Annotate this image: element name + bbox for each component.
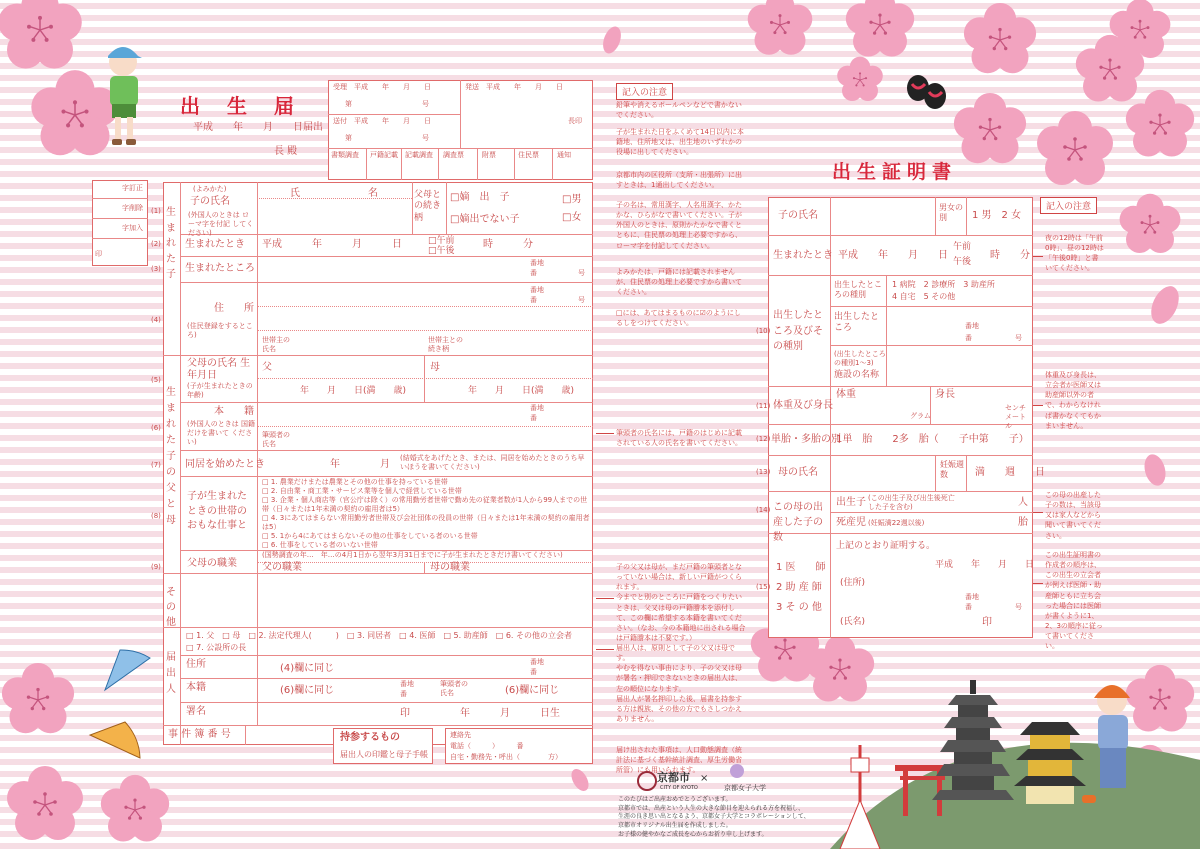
flower-icon bbox=[1120, 194, 1181, 253]
office-cell: 通知 bbox=[557, 151, 571, 159]
flower-icon bbox=[954, 93, 1026, 163]
surname-label: 氏 bbox=[290, 188, 300, 199]
banchi-label: 番地 bbox=[530, 404, 544, 412]
banchi-label: 番地 bbox=[400, 680, 414, 688]
flower-icon bbox=[101, 775, 169, 842]
child-name-input[interactable] bbox=[258, 212, 408, 230]
collab-times: × bbox=[700, 773, 709, 784]
ban-label: 番 bbox=[530, 269, 537, 277]
go-label: 号 bbox=[1015, 603, 1022, 611]
cert-place-kind-options-1[interactable]: 1 病院 2 診療所 3 助産所 bbox=[892, 280, 995, 289]
row-number: (2) bbox=[151, 240, 161, 248]
work-option-3[interactable]: □ 3. 企業・個人商店等（官公庁は除く）の常用勤労者世帯で勤め先の従業者数が1人から99人までの世帯（日々または1年未満の契約の雇用者は5） bbox=[262, 496, 588, 513]
note-paragraph: この出生証明書の作成者の順序は、この出生の立会者が例えば医師・助産師ともに立ち会った場合には医師が書くように1、2、3の順序に従って書いてください。 bbox=[1045, 551, 1103, 651]
form-title: 出 生 届 bbox=[180, 94, 304, 118]
cert-gram-unit: グラム bbox=[910, 412, 931, 420]
ban-label: 番 bbox=[400, 690, 407, 698]
flower-icon bbox=[964, 3, 1036, 73]
work-option-4[interactable]: □ 4. 3にあてはまらない常用勤労者世帯及び会社団体の役員の世帯（日々または1年未満の契約の雇用者は5） bbox=[262, 514, 590, 531]
address-label: 住 所 bbox=[214, 303, 254, 314]
note-paragraph: 子の名は、常用漢字、人名用漢字、かたかな、ひらがなで書いてください。子が外国人のときは、原則かたかなで書くとともに、住民票の処理上必要ですから、ローマ字を付記してください。 bbox=[616, 201, 742, 250]
cert-gestation-label: 妊娠週数 bbox=[940, 460, 964, 479]
mother-birthdate-input[interactable]: 年 月 日(満 歳) bbox=[468, 386, 575, 396]
note-paragraph: 届け出された事項は、人口動態調査（統計法に基づく基幹統計調査、厚生労働省所管）にも用いられます。 bbox=[616, 746, 742, 775]
row-number: (6) bbox=[151, 424, 161, 432]
arrow-icon bbox=[1033, 405, 1043, 406]
notes-title: 記入の注意 bbox=[616, 83, 673, 100]
banchi-label: 番地 bbox=[965, 322, 979, 330]
household-work-label: 子が生まれたときの世帯のおもな仕事と bbox=[187, 491, 247, 531]
householder-relation-label: 世帯主との続き柄 bbox=[428, 336, 463, 353]
cert-weight-label: 体重 bbox=[836, 389, 856, 400]
parent-job-label: 父母の職業 bbox=[187, 558, 237, 569]
ban-label: 番 bbox=[965, 603, 972, 611]
child-name-note: (外国人のときは ローマ字を付記 してください) bbox=[188, 211, 254, 237]
yomikata-label: (よみかた) bbox=[193, 185, 227, 193]
cert-place-kind-options-2[interactable]: 4 自宅 5 その他 bbox=[892, 292, 956, 301]
birth-place-input[interactable] bbox=[260, 264, 520, 278]
submission-date: 平成 年 月 日届出 bbox=[193, 122, 323, 133]
banchi-label: 番地 bbox=[530, 259, 544, 267]
other-input[interactable] bbox=[260, 578, 590, 624]
birth-date-input[interactable]: 平成 年 月 日 bbox=[262, 239, 402, 250]
cert-child-count-label: この母の出産した子の数 bbox=[773, 502, 823, 543]
certificate-title: 出生証明書 bbox=[832, 161, 958, 183]
cert-pm[interactable]: 午後 bbox=[953, 257, 972, 267]
cert-place-group-label: 出生したところ及びその種別 bbox=[773, 310, 823, 352]
ban-label: 番 bbox=[530, 296, 537, 304]
note-paragraph: 子が生まれた日をふくめて14日以内に本籍地、住所地又は、出生地のいずれかの役場に出してください。 bbox=[616, 128, 744, 157]
banchi-label: 番地 bbox=[530, 286, 544, 294]
cert-address-label: (住所) bbox=[840, 578, 866, 588]
note-paragraph: 京都市内の区役所（支所・出張所）に出すときは、1通出してください。 bbox=[616, 171, 742, 190]
cert-place-label: 出生したところ bbox=[834, 312, 880, 333]
legitimate-checkbox[interactable]: □嫡 出 子 bbox=[450, 192, 510, 203]
father-label: 父 bbox=[262, 362, 272, 373]
bring-title: 持参するもの bbox=[340, 732, 400, 743]
flower-icon bbox=[31, 70, 118, 155]
case-number-label: 事 件 簿 番 号 bbox=[168, 729, 231, 740]
group-label-parents: 生まれた子の父と母 bbox=[166, 387, 176, 526]
cert-birth-date-input[interactable]: 平成 年 月 日 bbox=[838, 250, 948, 261]
cert-hour-input[interactable]: 時 分 bbox=[990, 250, 1030, 261]
row-number: (14) bbox=[756, 506, 771, 514]
female-checkbox[interactable]: □女 bbox=[562, 212, 582, 223]
mayor-seal: 長印 bbox=[568, 117, 582, 125]
cohabit-label: 同居を始めたとき bbox=[185, 459, 265, 470]
reporter-sign-date[interactable]: 印 年 月 日生 bbox=[400, 708, 560, 719]
flower-icon bbox=[1037, 111, 1113, 185]
ban-label: 番 bbox=[965, 334, 972, 342]
reporter-address-same[interactable]: (4)欄に同じ bbox=[280, 663, 335, 674]
birth-place-label: 生まれたところ bbox=[185, 263, 255, 274]
certifier-other[interactable]: 3 そ の 他 bbox=[776, 602, 822, 613]
office-cell: 住民票 bbox=[518, 151, 539, 159]
given-name-label: 名 bbox=[368, 188, 378, 199]
reporter-sign-label: 署名 bbox=[186, 706, 206, 717]
footer-message: このたびはご出産おめでとうございます。 京都市では、出産という人生の大きな節目を迎えられる方を祝福し、 生涯の良き思い出となるよう、京都女子大学とコラボレーションして、 京都市オリジナル出生届を作成しました。 お子様の健やかなご成長を心からお祈り申し上げます。 bbox=[618, 796, 810, 838]
pm-checkbox[interactable]: □午後 bbox=[428, 246, 455, 256]
cert-multiple-input[interactable]: 1単 胎 2多 胎（ 子中第 子） bbox=[836, 434, 1029, 445]
banchi-label: 番地 bbox=[530, 658, 544, 666]
cert-person-unit: 人 bbox=[1018, 497, 1028, 508]
flower-icon bbox=[7, 766, 83, 840]
cert-sex-input[interactable]: 1 男 2 女 bbox=[972, 210, 1022, 221]
row-number: (9) bbox=[151, 563, 161, 571]
arrow-icon bbox=[596, 598, 614, 599]
boy-illustration-icon bbox=[108, 47, 142, 145]
group-label-reporter: 届出人 bbox=[166, 652, 176, 695]
cert-seal: 印 bbox=[982, 617, 992, 628]
sent-date: 発送 平成 年 月 日 bbox=[465, 83, 563, 91]
folding-fan-icon bbox=[105, 650, 150, 690]
male-checkbox[interactable]: □男 bbox=[562, 194, 582, 205]
forward-number: 第 号 bbox=[345, 134, 429, 142]
row-number: (5) bbox=[151, 376, 161, 384]
row-number: (11) bbox=[756, 402, 771, 410]
note-paragraph: 届出人は、原則として子の父又は母です。 やむを得ない事由により、子の父又は母が署名・押印できないときの届出人は、左の順位になります。 届出人が署名押印した後、届書を持参する方は親族、その他の方でもさしつかえありません。 bbox=[616, 644, 742, 723]
contact-title: 連絡先 bbox=[450, 731, 471, 739]
flower-icon bbox=[837, 57, 883, 101]
cert-child-name-label: 子の氏名 bbox=[778, 210, 818, 221]
received-date: 受理 平成 年 月 日 bbox=[333, 83, 431, 91]
cert-mother-name-input[interactable] bbox=[838, 467, 930, 481]
go-label: 号 bbox=[1015, 334, 1022, 342]
birth-hour-input[interactable]: 時 分 bbox=[483, 239, 533, 250]
cert-name-label: (氏名) bbox=[840, 617, 866, 627]
office-cell: 調査票 bbox=[443, 151, 464, 159]
mother-label: 母 bbox=[430, 362, 440, 373]
reporter-hittosha-label: 筆頭者の氏名 bbox=[440, 680, 468, 697]
geta-sandals-icon bbox=[907, 75, 946, 109]
note-paragraph: よみかたは、戸籍には記載されませんが、住民票の処理上必要ですから書いてください。 bbox=[616, 268, 742, 297]
office-cell: 書類調査 bbox=[331, 151, 359, 159]
stamp-cell: 字削除 bbox=[122, 204, 143, 212]
row-number: (1) bbox=[151, 207, 161, 215]
go-label: 号 bbox=[578, 269, 585, 277]
cohabit-date-input[interactable]: 年 月 bbox=[330, 459, 390, 470]
honseki-note: (外国人のときは 国籍だけを書いて ください) bbox=[187, 420, 255, 446]
office-cell: 記載調査 bbox=[405, 151, 433, 159]
contact-phone-input[interactable]: 電話（ ） 番 bbox=[450, 742, 524, 750]
group-label-other: その他 bbox=[166, 587, 176, 628]
cert-facility-label: 施設の名称 bbox=[834, 370, 880, 380]
university-emblem-icon bbox=[730, 764, 744, 778]
flower-icon bbox=[748, 0, 813, 55]
certifier-doctor[interactable]: 1 医 師 bbox=[776, 562, 826, 573]
cohabit-note: (結婚式をあげたとき、または、同居を始めたときのうち早いほうを書いてください) bbox=[400, 454, 585, 471]
flower-icon bbox=[1126, 90, 1194, 157]
cert-am[interactable]: 午前 bbox=[953, 242, 972, 252]
flower-icon bbox=[0, 0, 82, 69]
hittosha-label: 筆頭者の氏名 bbox=[262, 431, 290, 448]
honseki-label: 本 籍 bbox=[214, 406, 254, 417]
addressee: 長 殿 bbox=[274, 146, 298, 157]
illegitimate-checkbox[interactable]: □嫡出でない子 bbox=[450, 214, 520, 225]
kyoto-city-sub: CITY OF KYOTO bbox=[660, 785, 698, 791]
reporter-honseki-label: 本籍 bbox=[186, 682, 206, 693]
census-note: (国勢調査の年… 年…の4月1日から翌年3月31日までに子が生まれたときだけ書いてください) bbox=[262, 551, 563, 559]
row-number: (4) bbox=[151, 316, 161, 324]
work-option-6[interactable]: □ 6. 仕事をしている者のいない世帯 bbox=[262, 541, 378, 549]
address-note: (住民登録をするところ) bbox=[187, 322, 253, 339]
cert-facility-note: (出生したところの種別1〜3) bbox=[834, 350, 886, 367]
reporter-address-label: 住所 bbox=[186, 659, 206, 670]
cert-sex-label: 男女の別 bbox=[939, 203, 963, 222]
folding-fan-icon bbox=[90, 722, 140, 758]
note-paragraph: □には、あてはまるものに☑のようにしるしをつけてください。 bbox=[616, 309, 741, 328]
contact-kind[interactable]: 自宅・勤務先・呼出（ 方） bbox=[450, 753, 562, 761]
note-paragraph: この母の出産した子の数は、当該母又は家人などから聞いて書いてください。 bbox=[1045, 491, 1101, 540]
reporter-options[interactable]: □ 1. 父 □ 母 □ 2. 法定代理人( ) □ 3. 同居者 □ 4. 医師 □ 5. 助産師 □ 6. その他の立会者 bbox=[186, 631, 573, 640]
row-number: (12) bbox=[756, 435, 771, 443]
note-paragraph: 筆頭者の氏名には、戸籍のはじめに記載されている人の氏名を書いてください。 bbox=[616, 429, 742, 448]
cert-place-kind-label: 出生したところの種別 bbox=[834, 280, 882, 299]
banchi-label: 番地 bbox=[965, 593, 979, 601]
stamp-cell: 字加入 bbox=[122, 224, 143, 232]
cert-child-name-input[interactable] bbox=[838, 210, 930, 224]
cert-mother-name-label: 母の氏名 bbox=[778, 467, 818, 478]
row-number: (7) bbox=[151, 461, 161, 469]
work-option-5[interactable]: □ 5. 1から4にあてはまらないその他の仕事をしている者のいる世帯 bbox=[262, 532, 478, 540]
cert-born-alive-label: 出生子 bbox=[836, 497, 866, 508]
cert-weight-group-label: 体重及び身長 bbox=[773, 400, 833, 411]
parents-age-note: (子が生まれたときの年齢) bbox=[187, 382, 253, 399]
ban-label: 番 bbox=[530, 414, 537, 422]
stamp-cell: 印 bbox=[95, 250, 102, 258]
certifier-midwife[interactable]: 2 助 産 師 bbox=[776, 582, 822, 593]
note-paragraph: 体重及び身長は、立会者が医師又は助産師以外の者で、わからなければ書かなくてもかまいません。 bbox=[1045, 371, 1101, 430]
note-paragraph: 鉛筆や消えるボールペンなどで書かないでください。 bbox=[616, 101, 742, 120]
cert-cm-unit: センチメートル bbox=[1005, 404, 1026, 430]
arrow-icon bbox=[1033, 583, 1043, 584]
reporter-options-2[interactable]: □ 7. 公設所の長 bbox=[186, 643, 247, 652]
go-label: 号 bbox=[578, 296, 585, 304]
reporter-hittosha-same[interactable]: (6)欄に同じ bbox=[505, 685, 560, 696]
parents-name-label: 父母の氏名 生年月日 bbox=[187, 358, 251, 381]
kyoto-tower-icon bbox=[840, 745, 880, 849]
child-name-label: 子の氏名 bbox=[190, 196, 230, 207]
arrow-icon bbox=[596, 649, 614, 650]
birth-time-label: 生まれたとき bbox=[185, 239, 245, 250]
cert-tai-unit: 胎 bbox=[1018, 517, 1028, 528]
relation-label: 父母との続き柄 bbox=[414, 190, 442, 223]
right-notes-title: 記入の注意 bbox=[1040, 197, 1097, 214]
work-option-1[interactable]: □ 1. 農業だけまたは農業とその他の仕事を持っている世帯 bbox=[262, 478, 448, 486]
flower-icon bbox=[846, 0, 914, 56]
cert-date-input[interactable]: 平成 年 月 日 bbox=[935, 560, 1035, 570]
reporter-honseki-same[interactable]: (6)欄に同じ bbox=[280, 685, 335, 696]
arrow-icon bbox=[596, 433, 614, 434]
cert-statement: 上記のとおり証明する。 bbox=[836, 541, 936, 551]
address-input[interactable] bbox=[260, 290, 520, 304]
group-label-child: 生まれた子 bbox=[166, 207, 176, 280]
cert-gestation-input[interactable]: 満 週 日 bbox=[975, 467, 1045, 478]
kyoto-city-logo: 京都市 bbox=[657, 771, 690, 784]
arrow-icon bbox=[1033, 512, 1043, 513]
row-number: (15) bbox=[756, 583, 771, 591]
cert-stillbirth-note: (妊娠満22週以後) bbox=[868, 519, 925, 527]
bring-items: 届出人の印鑑と母子手帳 bbox=[340, 750, 428, 759]
mother-job-input[interactable]: 母の職業 bbox=[430, 562, 470, 573]
cert-multiple-label: 単胎・多胎の別 bbox=[771, 434, 841, 445]
forward-date: 送付 平成 年 月 日 bbox=[333, 117, 431, 125]
arrow-icon bbox=[1033, 256, 1043, 257]
cert-stillbirth-label: 死産児 bbox=[836, 517, 866, 528]
note-paragraph: 子の父又は母が、まだ戸籍の筆頭者となっていない場合は、新しい戸籍がつくられます。 今までと別のところに戸籍をつくりたいときは、父又は母の戸籍謄本を添付して、この欄に希望する本籍を書いてください。（なお、今の本籍地に出される場合は戸籍謄本は不要です。） bbox=[616, 563, 746, 642]
row-number: (8) bbox=[151, 512, 161, 520]
flower-icon bbox=[2, 663, 74, 733]
university-logo: 京都女子大学 bbox=[724, 784, 766, 792]
work-option-2[interactable]: □ 2. 自由業・商工業・サービス業等を個人で経営している世帯 bbox=[262, 487, 462, 495]
father-birthdate-input[interactable]: 年 月 日(満 歳) bbox=[300, 386, 407, 396]
stamp-cell: 字訂正 bbox=[122, 184, 143, 192]
office-cell: 附票 bbox=[482, 151, 496, 159]
householder-name-label: 世帯主の氏名 bbox=[262, 336, 290, 353]
row-number: (10) bbox=[756, 327, 771, 335]
am-checkbox[interactable]: □午前 bbox=[428, 236, 455, 246]
note-paragraph: 夜の12時は「午前0時」、昼の12時は「午後0時」と書いてください。 bbox=[1045, 234, 1104, 273]
hill-icon bbox=[830, 743, 1200, 849]
ban-label: 番 bbox=[530, 668, 537, 676]
cert-born-alive-note: (この出生子及び出生後死亡した子を含む) bbox=[868, 494, 955, 511]
father-job-input[interactable]: 父の職業 bbox=[262, 562, 302, 573]
cert-height-label: 身長 bbox=[935, 389, 955, 400]
row-number: (3) bbox=[151, 265, 161, 273]
kyoto-city-emblem-icon bbox=[637, 771, 657, 791]
flower-icon bbox=[1126, 665, 1194, 732]
row-number: (13) bbox=[756, 468, 771, 476]
received-number: 第 号 bbox=[345, 100, 429, 108]
cert-birth-time-label: 生まれたとき bbox=[773, 250, 833, 261]
office-cell: 戸籍記載 bbox=[370, 151, 398, 159]
